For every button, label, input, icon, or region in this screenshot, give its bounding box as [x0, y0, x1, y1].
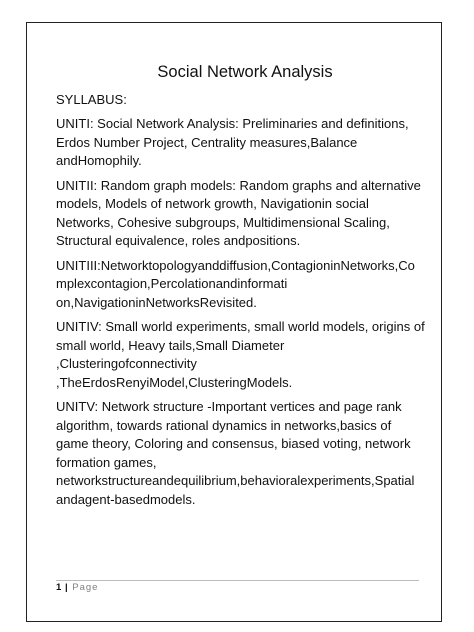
unit-3-line: on,NavigationinNetworksRevisited.	[56, 294, 257, 310]
unit-2-line: Structural equivalence, roles andpositions.	[56, 233, 301, 248]
document-body	[56, 61, 434, 515]
unit-5-line: game theory, Coloring and consensus, biased voting, network	[56, 436, 411, 451]
unit-3-paragraph	[56, 257, 434, 313]
unit-4-paragraph	[56, 318, 434, 392]
unit-1-line: andHomophily.	[56, 153, 142, 168]
unit-1-paragraph	[56, 115, 434, 171]
unit-1-line: Erdos Number Project, Centrality measures,Balance	[56, 134, 358, 150]
unit-2-line: UNITII: Random graph models: Random graphs and alternative	[56, 177, 421, 193]
page-footer	[56, 582, 98, 594]
unit-4-line: UNITIV: Small world experiments, small world models, origins of	[56, 319, 425, 334]
unit-3-line: mplexcontagion,Percolationandinformati	[56, 276, 288, 291]
unit-2-line: Networks, Cohesive subgroups, Multidimensional Scaling,	[56, 214, 390, 230]
unit-5-line: andagent-basedmodels.	[56, 491, 196, 507]
unit-2-line: models, Models of network growth, Navigationin social	[56, 196, 369, 211]
page-label: Page	[72, 582, 99, 593]
unit-5-line: formation games,	[56, 454, 157, 470]
unit-1-line: UNITI: Social Network Analysis: Preliminaries and definitions,	[56, 116, 409, 131]
footer-separator: |	[64, 582, 69, 593]
unit-5-line: networkstructureandequilibrium,behavioralexperiments,Spatial	[56, 473, 415, 488]
document-title: Social Network Analysis	[157, 63, 333, 81]
footer-divider	[56, 580, 419, 581]
unit-4-line: small world, Heavy tails,Small Diameter	[56, 337, 285, 353]
unit-5-line: algorithm, towards rational dynamics in networks,basics of	[56, 417, 392, 433]
unit-4-line: ,Clusteringofconnectivity	[56, 356, 197, 371]
unit-5-line: UNITV: Network structure -Important vertices and page rank	[56, 399, 402, 414]
unit-2-paragraph	[56, 177, 434, 251]
unit-4-line: ,TheErdosRenyiModel,ClusteringModels.	[56, 374, 293, 390]
syllabus-heading: SYLLABUS:	[56, 92, 127, 107]
unit-3-line: UNITIII:Networktopologyanddiffusion,ContagioninNetworks,Co	[56, 257, 415, 273]
unit-5-paragraph	[56, 398, 434, 509]
page-number: 1	[56, 582, 62, 593]
page-frame	[26, 22, 442, 622]
